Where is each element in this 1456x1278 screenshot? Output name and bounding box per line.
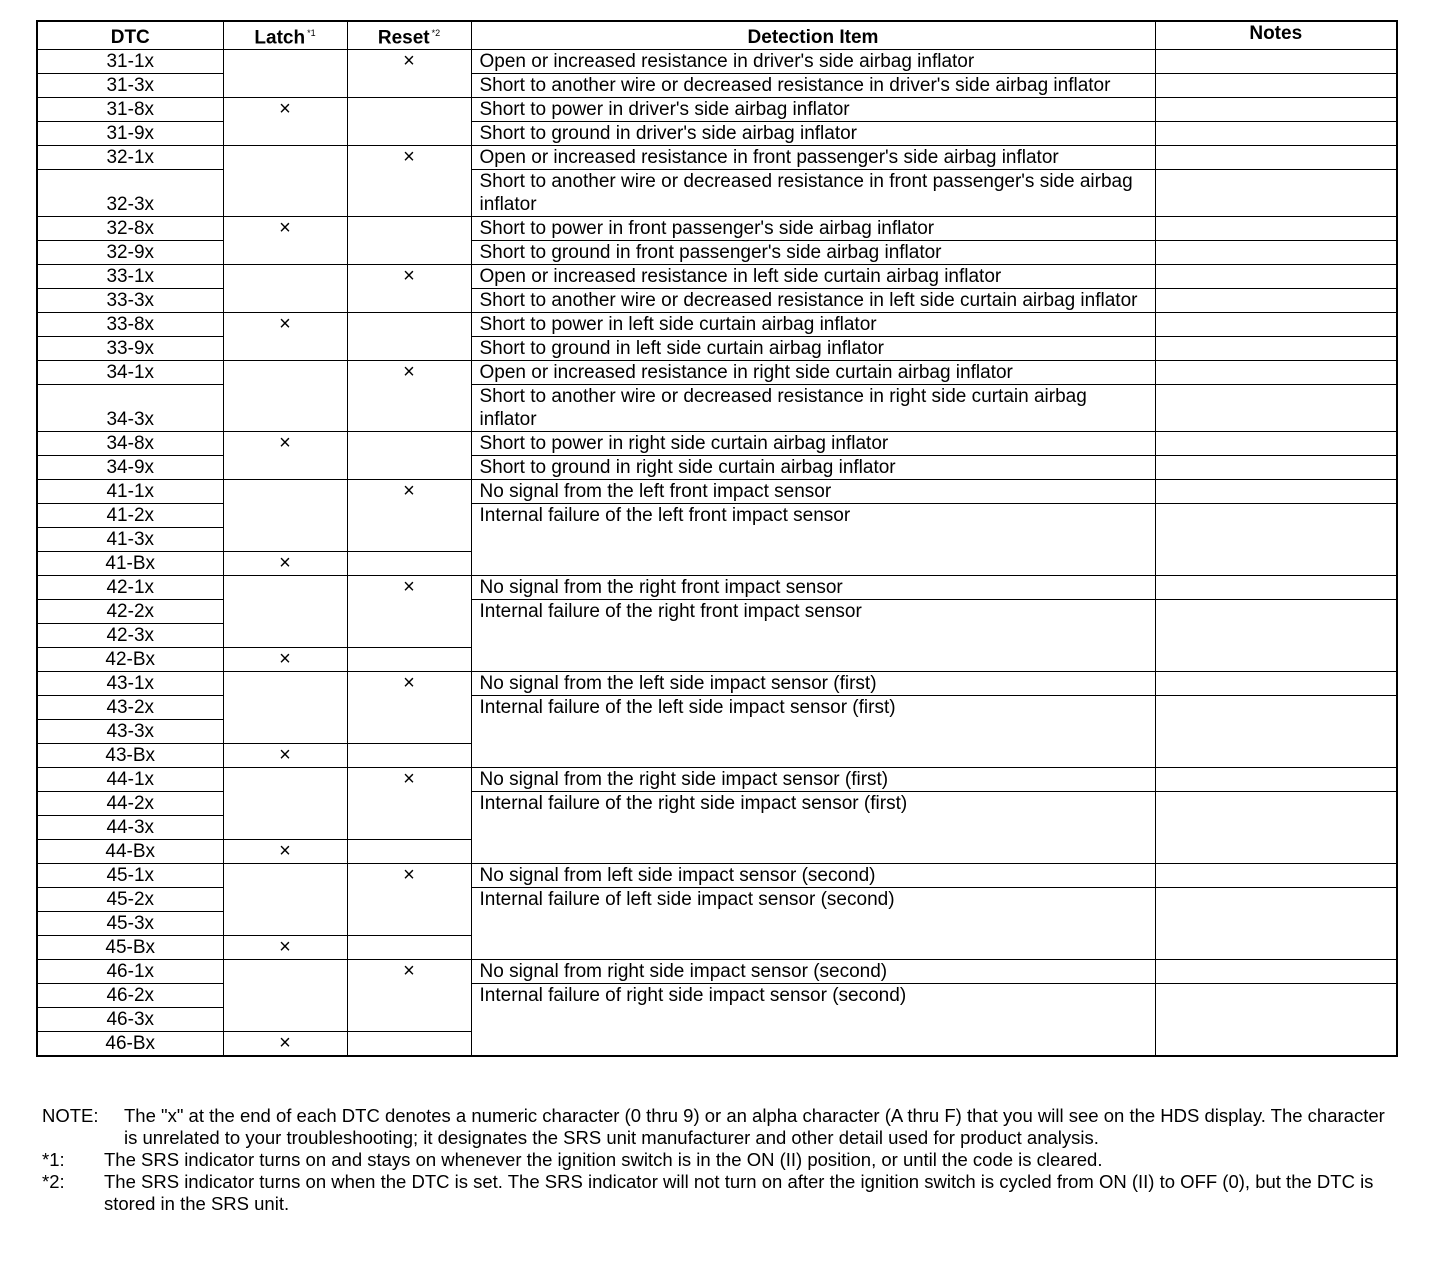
detection-item-cell — [471, 960, 1155, 984]
detection-item-column-header — [471, 21, 1155, 50]
latch-cell — [223, 313, 347, 361]
latch-cell — [223, 840, 347, 864]
reset-cell — [347, 313, 471, 361]
detection-item-cell — [471, 98, 1155, 122]
table-row — [37, 576, 1397, 600]
dtc-code-cell: 31-8x — [37, 98, 223, 122]
dtc-code-cell: 32-1x — [37, 146, 223, 170]
detection-item-cell — [471, 768, 1155, 792]
table-row — [37, 672, 1397, 696]
detection-item-text: Open or increased resistance in right side curtain airbag inflator — [479, 362, 1013, 384]
latch-cell — [223, 936, 347, 960]
detection-item-text: Internal failure of the left side impact sensor (first) — [479, 697, 896, 719]
latch-x-mark: × — [279, 98, 291, 121]
reset-cell — [347, 960, 471, 1032]
detection-item-cell — [471, 504, 1155, 576]
detection-item-cell — [471, 576, 1155, 600]
notes-header-label: Notes — [1249, 23, 1303, 44]
table-row — [37, 217, 1397, 241]
reset-cell — [347, 1032, 471, 1057]
detection-item-text: Open or increased resistance in left side curtain airbag inflator — [479, 266, 1002, 288]
reset-x-mark: × — [403, 672, 415, 695]
reset-cell — [347, 840, 471, 864]
notes-cell — [1155, 456, 1397, 480]
latch-x-mark: × — [279, 313, 291, 336]
notes-cell — [1155, 480, 1397, 504]
dtc-code-cell: 33-9x — [37, 337, 223, 361]
detection-item-text: Internal failure of the right side impact sensor (first) — [479, 793, 908, 815]
latch-footnote-ref: *1 — [307, 28, 316, 38]
table-row — [37, 361, 1397, 385]
detection-item-text: No signal from the left side impact sensor (first) — [479, 673, 877, 695]
table-row — [37, 768, 1397, 792]
dtc-code-cell: 31-9x — [37, 122, 223, 146]
reset-cell — [347, 432, 471, 480]
table-row — [37, 480, 1397, 504]
reset-cell — [347, 768, 471, 840]
notes-cell — [1155, 432, 1397, 456]
notes-cell — [1155, 337, 1397, 361]
notes-cell — [1155, 170, 1397, 217]
dtc-code-cell: 46-1x — [37, 960, 223, 984]
reset-x-mark: × — [403, 146, 415, 169]
detection-item-text: No signal from the right front impact sensor — [479, 577, 843, 599]
dtc-code-cell: 44-2x — [37, 792, 223, 816]
latch-cell — [223, 576, 347, 648]
detection-item-text: No signal from left side impact sensor (second) — [479, 865, 876, 887]
detection-item-text: Short to ground in driver's side airbag inflator — [479, 123, 857, 145]
detection-item-text: No signal from right side impact sensor (second) — [479, 961, 888, 983]
footnote-2 — [42, 1171, 1402, 1215]
reset-header-label: Reset — [377, 27, 430, 49]
note-text: The "x" at the end of each DTC denotes a numeric character (0 thru 9) or an alpha character (A thru F) that you will see on the HDS display. The character is unrelated to your troubleshooting; it designates the SRS unit manufacturer and other detail used for product analysis. — [124, 1105, 1385, 1148]
notes-cell — [1155, 50, 1397, 74]
reset-cell — [347, 936, 471, 960]
notes-cell — [1155, 792, 1397, 864]
detection-item-cell — [471, 122, 1155, 146]
dtc-code-cell: 46-Bx — [37, 1032, 223, 1057]
table-row — [37, 98, 1397, 122]
dtc-code-cell: 44-Bx — [37, 840, 223, 864]
reset-cell — [347, 50, 471, 98]
table-row — [37, 432, 1397, 456]
reset-x-mark: × — [403, 576, 415, 599]
notes-cell — [1155, 98, 1397, 122]
detection-item-text: Open or increased resistance in driver's side airbag inflator — [479, 51, 975, 73]
notes-cell — [1155, 864, 1397, 888]
footnotes — [42, 1105, 1402, 1215]
latch-cell — [223, 98, 347, 146]
detection-item-cell — [471, 984, 1155, 1057]
dtc-code-cell: 32-3x — [37, 170, 223, 217]
latch-cell — [223, 960, 347, 1032]
detection-item-text: Short to power in driver's side airbag inflator — [479, 99, 850, 121]
latch-cell — [223, 265, 347, 313]
latch-x-mark: × — [279, 744, 291, 767]
detection-item-cell — [471, 50, 1155, 74]
detection-item-cell — [471, 432, 1155, 456]
reset-cell — [347, 146, 471, 217]
detection-item-cell — [471, 170, 1155, 217]
detection-item-text: Internal failure of the right front impact sensor — [479, 601, 862, 623]
latch-cell — [223, 648, 347, 672]
note-explanation — [42, 1105, 1402, 1149]
notes-cell — [1155, 241, 1397, 265]
dtc-code-cell: 45-2x — [37, 888, 223, 912]
dtc-code-cell: 43-2x — [37, 696, 223, 720]
latch-cell — [223, 864, 347, 936]
footnote-2-label: *2: — [42, 1171, 65, 1192]
table-header-row — [37, 21, 1397, 50]
detection-item-text: Short to power in front passenger's side airbag inflator — [479, 218, 935, 240]
reset-cell — [347, 744, 471, 768]
table-row — [37, 960, 1397, 984]
detection-item-cell — [471, 888, 1155, 960]
reset-cell — [347, 98, 471, 146]
dtc-code-cell: 42-3x — [37, 624, 223, 648]
detection-item-header-label: Detection Item — [747, 27, 879, 49]
reset-x-mark: × — [403, 960, 415, 983]
detection-item-cell — [471, 385, 1155, 432]
detection-item-cell — [471, 289, 1155, 313]
detection-item-cell — [471, 600, 1155, 672]
latch-cell — [223, 1032, 347, 1057]
reset-x-mark: × — [403, 265, 415, 288]
dtc-code-cell: 32-8x — [37, 217, 223, 241]
detection-item-text: Short to another wire or decreased resistance in left side curtain airbag inflator — [479, 290, 1138, 312]
reset-cell — [347, 552, 471, 576]
reset-cell — [347, 480, 471, 552]
detection-item-text: Internal failure of right side impact sensor (second) — [479, 985, 907, 1007]
table-row — [37, 265, 1397, 289]
dtc-code-cell: 41-Bx — [37, 552, 223, 576]
detection-item-text: No signal from the left front impact sensor — [479, 481, 832, 503]
footnote-1-text: The SRS indicator turns on and stays on whenever the ignition switch is in the ON (II) position, or until the code is cleared. — [104, 1149, 1103, 1170]
latch-cell — [223, 744, 347, 768]
reset-x-mark: × — [403, 864, 415, 887]
dtc-column-header — [37, 21, 223, 50]
dtc-code-cell: 41-1x — [37, 480, 223, 504]
notes-cell — [1155, 289, 1397, 313]
latch-cell — [223, 432, 347, 480]
reset-cell — [347, 361, 471, 432]
dtc-code-cell: 33-8x — [37, 313, 223, 337]
detection-item-cell — [471, 864, 1155, 888]
detection-item-cell — [471, 313, 1155, 337]
notes-cell — [1155, 361, 1397, 385]
notes-cell — [1155, 768, 1397, 792]
detection-item-text: Short to ground in right side curtain airbag inflator — [479, 457, 896, 479]
note-label: NOTE: — [42, 1105, 99, 1126]
detection-item-cell — [471, 480, 1155, 504]
reset-column-header — [347, 21, 471, 50]
dtc-table — [36, 20, 1398, 1057]
detection-item-cell — [471, 146, 1155, 170]
notes-column-header — [1155, 21, 1397, 50]
reset-footnote-ref: *2 — [431, 28, 441, 38]
dtc-code-cell: 44-3x — [37, 816, 223, 840]
detection-item-text: Short to another wire or decreased resistance in right side curtain airbag inflator — [479, 386, 1087, 431]
notes-cell — [1155, 504, 1397, 576]
dtc-code-cell: 34-8x — [37, 432, 223, 456]
latch-x-mark: × — [279, 552, 291, 575]
latch-cell — [223, 480, 347, 552]
latch-cell — [223, 672, 347, 744]
detection-item-cell — [471, 792, 1155, 864]
reset-x-mark: × — [403, 361, 415, 384]
latch-x-mark: × — [279, 432, 291, 455]
latch-x-mark: × — [279, 840, 291, 863]
latch-x-mark: × — [279, 648, 291, 671]
dtc-code-cell: 32-9x — [37, 241, 223, 265]
table-row — [37, 864, 1397, 888]
notes-cell — [1155, 888, 1397, 960]
dtc-code-cell: 46-3x — [37, 1008, 223, 1032]
reset-cell — [347, 864, 471, 936]
dtc-code-cell: 45-1x — [37, 864, 223, 888]
dtc-code-cell: 41-2x — [37, 504, 223, 528]
detection-item-cell — [471, 337, 1155, 361]
dtc-code-cell: 43-3x — [37, 720, 223, 744]
dtc-code-cell: 42-Bx — [37, 648, 223, 672]
reset-cell — [347, 217, 471, 265]
detection-item-cell — [471, 241, 1155, 265]
detection-item-text: Short to another wire or decreased resistance in driver's side airbag inflator — [479, 75, 1111, 97]
dtc-code-cell: 42-1x — [37, 576, 223, 600]
dtc-code-cell: 41-3x — [37, 528, 223, 552]
reset-cell — [347, 265, 471, 313]
reset-x-mark: × — [403, 50, 415, 73]
detection-item-cell — [471, 217, 1155, 241]
detection-item-cell — [471, 696, 1155, 768]
footnote-1-label: *1: — [42, 1149, 65, 1170]
notes-cell — [1155, 146, 1397, 170]
dtc-code-cell: 43-1x — [37, 672, 223, 696]
notes-cell — [1155, 217, 1397, 241]
dtc-code-cell: 43-Bx — [37, 744, 223, 768]
latch-cell — [223, 50, 347, 98]
notes-cell — [1155, 122, 1397, 146]
dtc-code-cell: 46-2x — [37, 984, 223, 1008]
detection-item-text: Short to another wire or decreased resistance in front passenger's side airbag inflator — [479, 171, 1133, 216]
detection-item-cell — [471, 361, 1155, 385]
detection-item-text: Open or increased resistance in front passenger's side airbag inflator — [479, 147, 1059, 169]
reset-x-mark: × — [403, 480, 415, 503]
dtc-header-label: DTC — [110, 27, 150, 49]
detection-item-cell — [471, 74, 1155, 98]
notes-cell — [1155, 984, 1397, 1057]
notes-cell — [1155, 385, 1397, 432]
dtc-code-cell: 42-2x — [37, 600, 223, 624]
reset-cell — [347, 672, 471, 744]
reset-cell — [347, 648, 471, 672]
latch-x-mark: × — [279, 217, 291, 240]
latch-x-mark: × — [279, 1032, 291, 1055]
detection-item-text: No signal from the right side impact sensor (first) — [479, 769, 889, 791]
detection-item-text: Short to ground in front passenger's side airbag inflator — [479, 242, 942, 264]
detection-item-text: Short to power in left side curtain airbag inflator — [479, 314, 877, 336]
notes-cell — [1155, 960, 1397, 984]
dtc-code-cell: 44-1x — [37, 768, 223, 792]
dtc-table-body — [37, 50, 1397, 1057]
latch-cell — [223, 361, 347, 432]
dtc-code-cell: 31-3x — [37, 74, 223, 98]
detection-item-text: Short to power in right side curtain airbag inflator — [479, 433, 889, 455]
dtc-code-cell: 45-3x — [37, 912, 223, 936]
notes-cell — [1155, 672, 1397, 696]
notes-cell — [1155, 600, 1397, 672]
dtc-reference-sheet — [36, 20, 1396, 1057]
latch-header-label: Latch — [254, 27, 306, 49]
notes-cell — [1155, 313, 1397, 337]
dtc-code-cell: 34-3x — [37, 385, 223, 432]
reset-x-mark: × — [403, 768, 415, 791]
detection-item-text: Short to ground in left side curtain airbag inflator — [479, 338, 885, 360]
footnote-2-text: The SRS indicator turns on when the DTC is set. The SRS indicator will not turn on after the ignition switch is cycled from ON (II) to OFF (0), but the DTC is stored in the SRS unit. — [104, 1171, 1374, 1214]
dtc-code-cell: 34-1x — [37, 361, 223, 385]
detection-item-text: Internal failure of the left front impact sensor — [479, 505, 851, 527]
detection-item-cell — [471, 672, 1155, 696]
latch-cell — [223, 217, 347, 265]
notes-cell — [1155, 696, 1397, 768]
reset-cell — [347, 576, 471, 648]
latch-cell — [223, 552, 347, 576]
latch-x-mark: × — [279, 936, 291, 959]
table-row — [37, 313, 1397, 337]
latch-cell — [223, 768, 347, 840]
detection-item-text: Internal failure of left side impact sensor (second) — [479, 889, 895, 911]
detection-item-cell — [471, 265, 1155, 289]
detection-item-cell — [471, 456, 1155, 480]
dtc-code-cell: 31-1x — [37, 50, 223, 74]
footnote-1 — [42, 1149, 1402, 1171]
dtc-code-cell: 33-3x — [37, 289, 223, 313]
dtc-code-cell: 33-1x — [37, 265, 223, 289]
latch-cell — [223, 146, 347, 217]
notes-cell — [1155, 576, 1397, 600]
dtc-code-cell: 34-9x — [37, 456, 223, 480]
notes-cell — [1155, 74, 1397, 98]
notes-cell — [1155, 265, 1397, 289]
table-row — [37, 146, 1397, 170]
table-row — [37, 50, 1397, 74]
dtc-code-cell: 45-Bx — [37, 936, 223, 960]
latch-column-header — [223, 21, 347, 50]
